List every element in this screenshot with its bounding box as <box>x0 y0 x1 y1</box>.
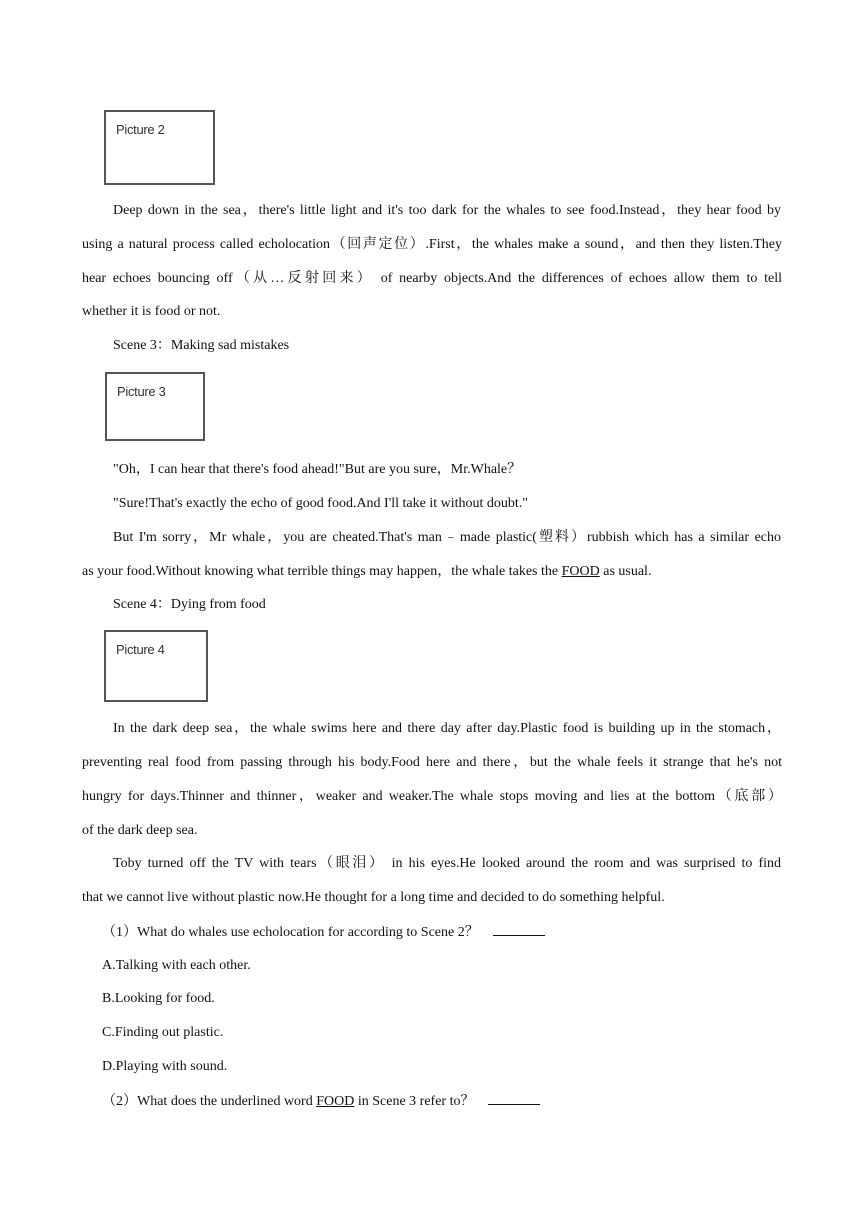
picture-4-label: Picture 4 <box>116 642 165 657</box>
scene2-paragraph-line-3: hear echoes bouncing off（从…反射回来） of nearby objects.And the differences of echoes allow them to tell <box>82 271 782 286</box>
option-d: D.Playing with sound. <box>102 1059 228 1074</box>
question-2-text-end: in Scene 3 refer to？ <box>354 1094 475 1109</box>
option-c: C.Finding out plastic. <box>102 1025 224 1040</box>
scene4-paragraph-line-4: of the dark deep sea. <box>82 823 198 838</box>
scene2-paragraph-line-4: whether it is food or not. <box>82 304 221 319</box>
scene4-paragraph-line-1: In the dark deep sea，the whale swims here and there day after day.Plastic food is building up in the stomach， <box>113 721 781 736</box>
scene4-title: Scene 4：Dying from food <box>113 597 266 612</box>
scene3-title: Scene 3：Making sad mistakes <box>113 338 290 353</box>
question-1-text: （1）What do whales use echolocation for according to Scene 2？ <box>102 925 479 940</box>
picture-2-label: Picture 2 <box>116 122 165 137</box>
picture-3-placeholder <box>105 372 205 441</box>
scene3-paragraph-line-1: But I'm sorry，Mr whale，you are cheated.That's man﹣made plastic(塑料）rubbish which has a similar echo <box>113 530 781 545</box>
option-b: B.Looking for food. <box>102 991 215 1006</box>
answer-blank-1 <box>493 923 545 936</box>
scene3-paragraph-line-2-start: as your food.Without knowing what terrible things may happen，the whale takes the <box>82 564 562 579</box>
scene4-paragraph-line-3: hungry for days.Thinner and thinner，weaker and weaker.The whale stops moving and lies at the bottom（底部） <box>82 789 782 804</box>
scene4-paragraph-line-2: preventing real food from passing through his body.Food here and there，but the whale feels it strange that he's not <box>82 755 782 770</box>
picture-4-placeholder <box>104 630 208 702</box>
question-2-text-start: （2）What does the underlined word <box>102 1094 317 1109</box>
toby-paragraph-line-2: that we cannot live without plastic now.He thought for a long time and decided to do something helpful. <box>82 890 665 905</box>
question-2 <box>102 1092 802 1111</box>
underlined-word-food: FOOD <box>561 564 600 579</box>
answer-blank-2 <box>488 1092 540 1105</box>
toby-paragraph-line-1: Toby turned off the TV with tears（眼泪） in his eyes.He looked around the room and was surprised to find <box>113 856 781 871</box>
scene3-paragraph-line-2-end: as usual. <box>599 564 652 579</box>
option-a: A.Talking with each other. <box>102 958 251 973</box>
question-1 <box>102 923 802 942</box>
picture-2-placeholder <box>104 110 215 185</box>
scene2-paragraph-line-1: Deep down in the sea，there's little light and it's too dark for the whales to see food.Instead，they hear food by <box>113 203 781 218</box>
scene3-dialogue-1: "Oh，I can hear that there's food ahead!"But are you sure，Mr.Whale？ <box>113 462 522 477</box>
scene3-dialogue-2: "Sure!That's exactly the echo of good food.And I'll take it without doubt." <box>113 496 528 511</box>
picture-3-label: Picture 3 <box>117 384 166 399</box>
scene3-paragraph-line-2 <box>82 563 782 581</box>
scene2-paragraph-line-2: using a natural process called echolocation（回声定位）.First，the whales make a sound，and then they listen.They <box>82 237 782 252</box>
question-2-underlined-word: FOOD <box>316 1094 355 1109</box>
